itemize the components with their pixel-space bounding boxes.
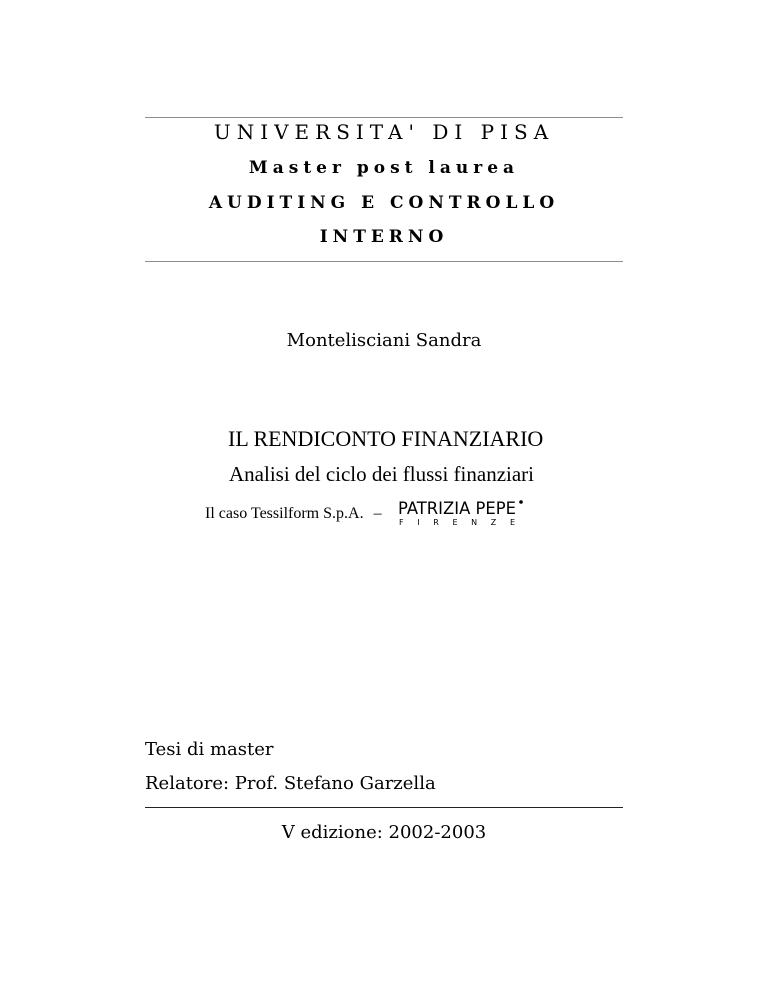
- edition-label: V edizione: 2002-2003: [281, 822, 487, 843]
- author-name: Montelisciani Sandra: [286, 330, 482, 351]
- case-dash: –: [373, 505, 382, 522]
- footer-divider: [145, 807, 623, 808]
- top-divider: [145, 117, 623, 118]
- master-type: Master post laurea: [248, 158, 520, 178]
- university-name: UNIVERSITA' DI PISA: [213, 120, 555, 144]
- case-study-line: [205, 499, 526, 529]
- patrizia-pepe-logo: [398, 497, 526, 527]
- thesis-title: IL RENDICONTO FINANZIARIO: [228, 426, 544, 451]
- program-name-line-1: AUDITING E CONTROLLO: [208, 193, 560, 213]
- thesis-subtitle: Analisi del ciclo dei flussi finanziari: [229, 462, 534, 486]
- case-study-text: Il caso Tessilform S.p.A.: [205, 505, 364, 522]
- header-divider: [145, 261, 623, 262]
- thesis-type: Tesi di master: [145, 739, 274, 760]
- advisor-name: Relatore: Prof. Stefano Garzella: [145, 773, 436, 794]
- program-name-line-2: INTERNO: [319, 227, 449, 247]
- svg-text:FIRENZE: FIRENZE: [398, 518, 515, 527]
- svg-text:PATRIZIA PEPE: PATRIZIA PEPE: [397, 499, 516, 519]
